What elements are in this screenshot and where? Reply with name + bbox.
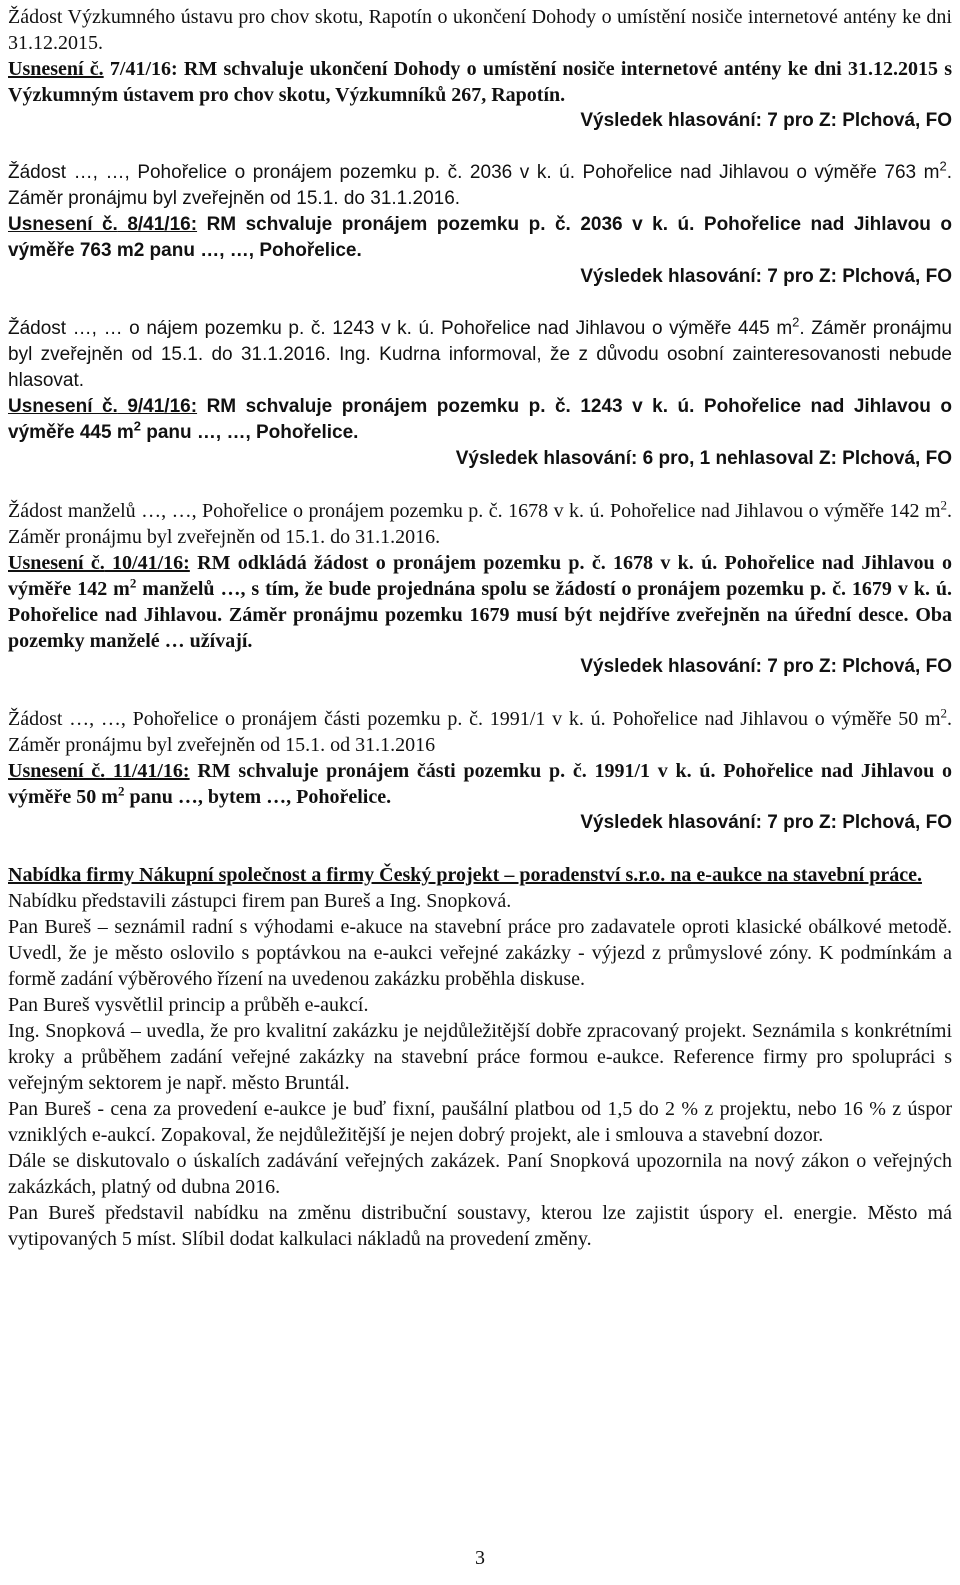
resolution-paragraph — [8, 394, 952, 446]
request-text: . Záměr pronájmu byl zveřejněn od 15.1. do 31.1.2016. — [8, 162, 952, 209]
superscript: 2 — [117, 783, 125, 799]
offer-paragraph: Ing. Snopková – uvedla, že pro kvalitní zakázku je nejdůležitější dobře zpracovaný projekt. Seznámila s konkrétními kroky a průběhem zadání veřejné zakázky na stavební práce formou e-aukce. Reference firmy pro spolupráci s veřejným sektorem je např. město Bruntál. — [8, 1020, 952, 1094]
vote-result: Výsledek hlasování: 7 pro Z: Plchová, FO — [580, 656, 952, 677]
superscript: 2 — [129, 575, 137, 591]
resolution-text: panu …, bytem …, Pohořelice. — [124, 786, 392, 808]
resolution-label: Usnesení č. 10/41/16: — [8, 552, 190, 574]
request-text: . Záměr pronájmu byl zveřejněn od 15.1. od 31.1.2016 — [8, 708, 952, 756]
offer-paragraph: Pan Bureš představil nabídku na změnu distribuční soustavy, kterou lze zajistit úspory el. energie. Město má vytipovaných 5 míst. Slíbil dodat kalkulaci nákladů na provedení změny. — [8, 1202, 952, 1250]
vote-result: Výsledek hlasování: 7 pro Z: Plchová, FO — [580, 110, 952, 131]
resolution-label: Usnesení č. 8/41/16: — [8, 214, 198, 235]
request-text: . Záměr pronájmu byl zveřejněn od 15.1. do 31.1.2016. Ing. Kudrna informoval, že z důvodu osobní zainteresovanosti nebude hlasovat. — [8, 318, 952, 391]
offer-paragraph: Pan Bureš – seznámil radní s výhodami e-akuce na stavební práce pro zadavatele oproti klasické obálkové metodě. Uvedl, že je město oslovilo s poptávkou na e-aukci veřejné zakázky - výjezd z průmyslové zóny. K podmínkám a formě zadání výběrového řízení na uvedenou zakázku proběhla diskuse. — [8, 916, 952, 990]
resolution-text: RM odkládá žádost o pronájem pozemku p. č. 1678 v k. ú. Pohořelice nad Jihlavou o výměře 142 m — [8, 552, 952, 600]
resolution-text: panu …, …, Pohořelice. — [140, 422, 359, 443]
section-heading: Nabídka firmy Nákupní společnost a firmy Český projekt – poradenství s.r.o. na e-aukce na stavební práce. — [8, 864, 922, 886]
page-number: 3 — [475, 1547, 485, 1569]
resolution-text: 7/41/16: RM schvaluje ukončení Dohody o umístění nosiče internetové antény ke dni 31.12.2015 s Výzkumným ústavem pro chov skotu, Výzkumníků 267, Rapotín. — [8, 58, 952, 106]
request-text: Žádost Výzkumného ústavu pro chov skotu, Rapotín o ukončení Dohody o umístění nosiče internetové antény ke dni 31.12.2015. — [8, 6, 952, 54]
request-text: Žádost …, …, Pohořelice o pronájem pozemku p. č. 2036 v k. ú. Pohořelice nad Jihlavou o výměře 763 m — [8, 162, 940, 183]
resolution-label: Usnesení č. 9/41/16: — [8, 396, 198, 417]
resolution-text: RM schvaluje pronájem pozemku p. č. 1243 v k. ú. Pohořelice nad Jihlavou o výměře 445 m — [8, 396, 952, 443]
vote-result: Výsledek hlasování: 6 pro, 1 nehlasoval Z: Plchová, FO — [455, 448, 952, 469]
request-paragraph — [8, 4, 952, 56]
request-text: Žádost …, …, Pohořelice o pronájem části pozemku p. č. 1991/1 v k. ú. Pohořelice nad Jihlavou o výměře 50 m — [8, 708, 941, 730]
resolution-label: Usnesení č. 11/41/16: — [8, 760, 190, 782]
request-text: Žádost manželů …, …, Pohořelice o pronájem pozemku p. č. 1678 v k. ú. Pohořelice nad Jihlavou o výměře 142 m — [8, 500, 941, 522]
vote-result: Výsledek hlasování: 7 pro Z: Plchová, FO — [580, 266, 952, 287]
offer-paragraph: Pan Bureš - cena za provedení e-aukce je buď fixní, paušální platbou od 1,5 do 2 % z projektu, nebo 16 % z úspor vzniklých e-aukcí. Zopakoval, že nejdůležitější je nejen dobrý projekt, ale i smlouva a stavební dozor. — [8, 1098, 952, 1146]
request-paragraph — [8, 498, 952, 550]
resolution-text: RM schvaluje pronájem části pozemku p. č. 1991/1 v k. ú. Pohořelice nad Jihlavou o výměře 50 m — [8, 760, 953, 808]
resolution-paragraph — [8, 758, 952, 810]
request-text: . Záměr pronájmu byl zveřejněn od 15.1. do 31.1.2016. — [8, 500, 952, 548]
superscript: 2 — [940, 705, 947, 721]
resolution-paragraph — [8, 212, 952, 264]
resolution-text: RM schvaluje pronájem pozemku p. č. 2036 v k. ú. Pohořelice nad Jihlavou o výměře 763 m2 panu …, …, Pohořelice. — [8, 214, 952, 261]
offer-paragraph: Nabídku představili zástupci firem pan Bureš a Ing. Snopková. — [8, 890, 512, 912]
resolution-paragraph — [8, 56, 952, 108]
request-paragraph — [8, 160, 952, 212]
resolution-text: manželů …, s tím, že bude projednána spolu se žádostí o pronájem pozemku p. č. 1679 v k. ú. Pohořelice nad Jihlavou. Záměr pronájmu pozemku 1679 musí být nejdříve zveřejněn na úřední desce. Oba pozemky manželé … užívají. — [8, 578, 953, 652]
superscript: 2 — [792, 314, 800, 330]
request-paragraph — [8, 706, 952, 758]
request-paragraph — [8, 316, 952, 394]
resolution-label: Usnesení č. — [8, 58, 104, 80]
offer-paragraph: Dále se diskutovalo o úskalích zadávání veřejných zakázek. Paní Snopková upozornila na nový zákon o veřejných zakázkách, platný od dubna 2016. — [8, 1150, 952, 1198]
superscript: 2 — [133, 418, 141, 434]
superscript: 2 — [940, 497, 947, 513]
offer-paragraph: Pan Bureš vysvětlil princip a průběh e-aukcí. — [8, 994, 369, 1016]
vote-result: Výsledek hlasování: 7 pro Z: Plchová, FO — [580, 812, 952, 833]
resolution-paragraph — [8, 550, 952, 654]
request-text: Žádost …, … o nájem pozemku p. č. 1243 v k. ú. Pohořelice nad Jihlavou o výměře 445 m — [8, 318, 793, 339]
superscript: 2 — [939, 158, 947, 174]
